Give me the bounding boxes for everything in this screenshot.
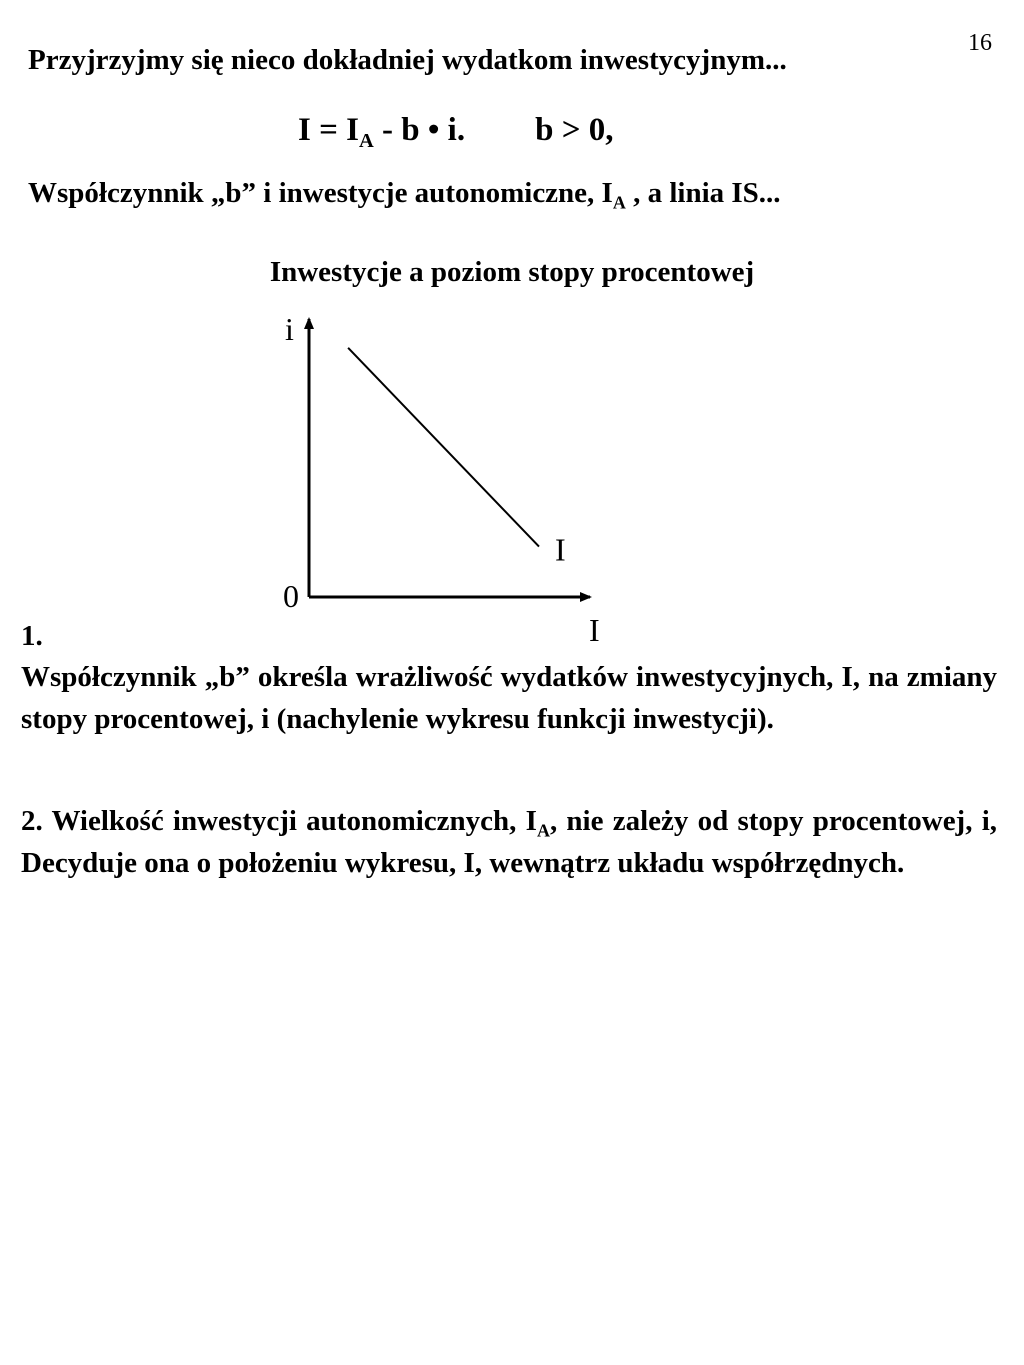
page-number: 16 <box>968 30 992 56</box>
point-1-number: 1. <box>21 620 43 652</box>
series-label: I <box>555 531 566 568</box>
chart-title: Inwestycje a poziom stopy procentowej <box>269 256 755 288</box>
investment-function-line <box>348 348 539 547</box>
formula-condition: b > 0, <box>535 112 614 148</box>
formula-lhs: I = I <box>298 112 359 148</box>
point-1-text: Współczynnik „b” określa wrażliwość wydatków inwestycyjnych, I, na zmiany stopy procentowej, i (nachylenie wykresu funkcji inwestycji). <box>21 661 997 735</box>
formula-subscript: A <box>359 130 374 153</box>
x-axis-label: I <box>589 612 600 648</box>
formula-rhs: - b • i. <box>373 112 466 148</box>
coefficient-question <box>28 177 781 213</box>
y-axis-label: i <box>285 311 294 347</box>
line2-before: Współczynnik „b” i inwestycje autonomiczne, I <box>28 177 613 209</box>
heading: Przyjrzyjmy się nieco dokładniej wydatkom inwestycyjnym... <box>28 44 787 76</box>
point2-after: , nie zależy od stopy procentowej, i, Decyduje ona o położeniu wykresu, I, wewnątrz układu współrzędnych. <box>21 805 997 879</box>
origin-label: 0 <box>283 578 299 614</box>
point-2-text <box>21 800 997 884</box>
investment-formula <box>298 112 614 153</box>
line2-subscript: A <box>612 192 626 213</box>
point2-subscript: A <box>536 820 550 841</box>
point2-before: 2. Wielkość inwestycji autonomicznych, I <box>21 805 537 837</box>
line2-after: , a linia IS... <box>625 177 781 209</box>
investment-chart <box>0 300 1024 650</box>
